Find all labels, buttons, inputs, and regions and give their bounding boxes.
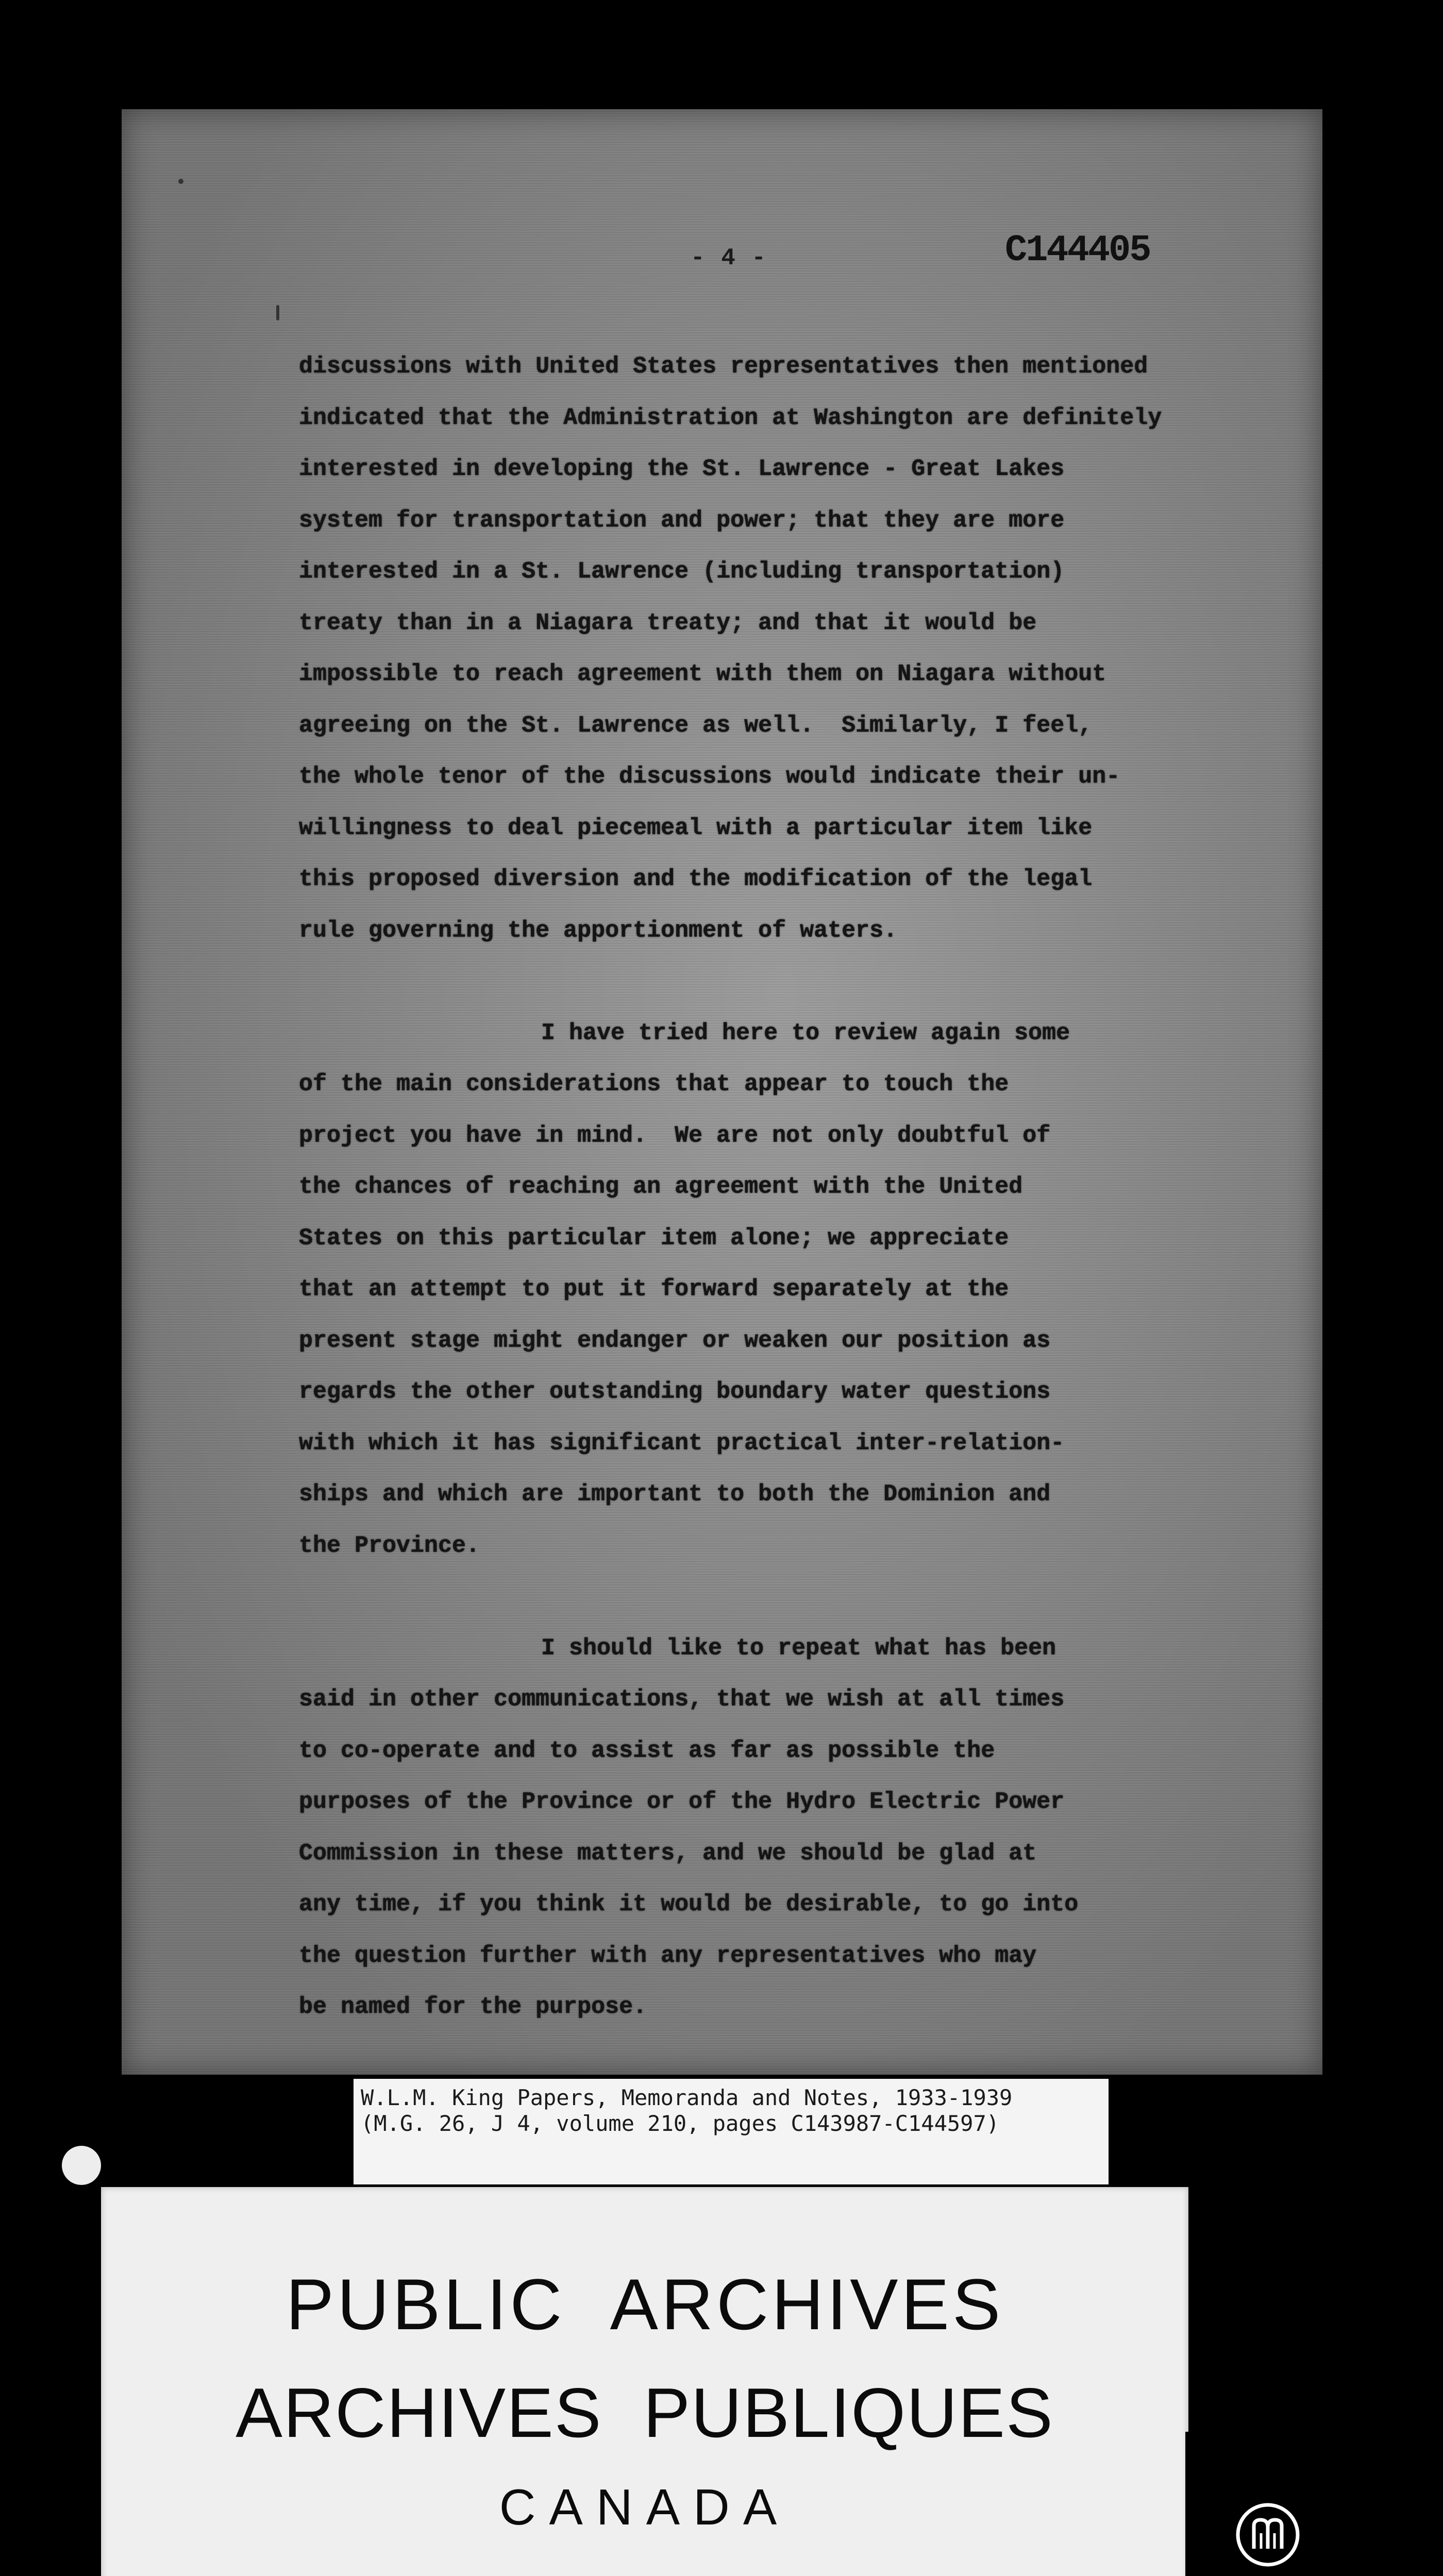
text-line: rule governing the apportionment of waters. [299,917,898,944]
archives-card [101,2187,1188,2576]
text-line: agreeing on the St. Lawrence as well. Similarly, I feel, [299,712,1093,739]
text-line: said in other communications, that we wish at all times [299,1686,1065,1713]
citation-line-2: (M.G. 26, J 4, volume 210, pages C143987-C144597) [361,2111,1000,2136]
text-line: project you have in mind. We are not only doubtful of [299,1122,1051,1149]
text-line: system for transportation and power; that they are more [299,507,1065,534]
text-line: treaty than in a Niagara treaty; and that it would be [299,609,1037,636]
archives-title-french: ARCHIVES PUBLIQUES [236,2374,1054,2452]
text-line: ships and which are important to both the Dominion and [299,1481,1051,1507]
text-line: the question further with any representatives who may [299,1942,1037,1969]
text-line: this proposed diversion and the modification of the legal [299,866,1093,892]
text-line: willingness to deal piecemeal with a particular item like [299,815,1093,841]
citation-label [354,2079,1109,2184]
text-line: I have tried here to review again some [541,1020,1070,1046]
citation-line-1: W.L.M. King Papers, Memoranda and Notes, 1933-1939 [361,2085,1013,2110]
archives-country: CANADA [499,2479,791,2535]
text-line: of the main considerations that appear to touch the [299,1071,1009,1097]
text-line: the chances of reaching an agreement with the United [299,1174,1023,1200]
text-line: discussions with United States representatives then mentioned [299,353,1148,380]
text-line: the whole tenor of the discussions would indicate their un- [299,764,1120,790]
paper-speck [178,179,183,184]
text-line: States on this particular item alone; we appreciate [299,1225,1009,1251]
reference-number: C144405 [1005,229,1150,272]
text-line: with which it has significant practical inter-relation- [299,1430,1065,1456]
paper-speck [276,305,279,320]
letter-body [299,341,1216,2033]
text-line: to co-operate and to assist as far as possible the [299,1737,995,1764]
text-line: regards the other outstanding boundary water questions [299,1379,1051,1405]
text-line: the Province. [299,1532,480,1559]
text-line: interested in developing the St. Lawrence - Great Lakes [299,456,1065,482]
text-line: purposes of the Province or of the Hydro Electric Power [299,1789,1065,1815]
text-line: impossible to reach agreement with them on Niagara without [299,661,1106,687]
text-line: interested in a St. Lawrence (including transportation) [299,558,1065,585]
text-line: I should like to repeat what has been [541,1635,1056,1662]
text-line: Commission in these matters, and we should be glad at [299,1840,1037,1867]
text-line: be named for the purpose. [299,1994,647,2020]
punch-hole [62,2146,101,2185]
blank-line [299,1571,1216,1623]
archives-logo-icon [1234,2501,1301,2568]
text-line: present stage might endanger or weaken our position as [299,1327,1051,1354]
text-line: any time, if you think it would be desirable, to go into [299,1891,1079,1918]
page-number: - 4 - [691,245,767,272]
blank-line [299,956,1216,1008]
text-line: that an attempt to put it forward separately at the [299,1276,1009,1302]
archives-title-english: PUBLIC ARCHIVES [286,2264,1004,2345]
text-line: indicated that the Administration at Washington are definitely [299,404,1162,431]
